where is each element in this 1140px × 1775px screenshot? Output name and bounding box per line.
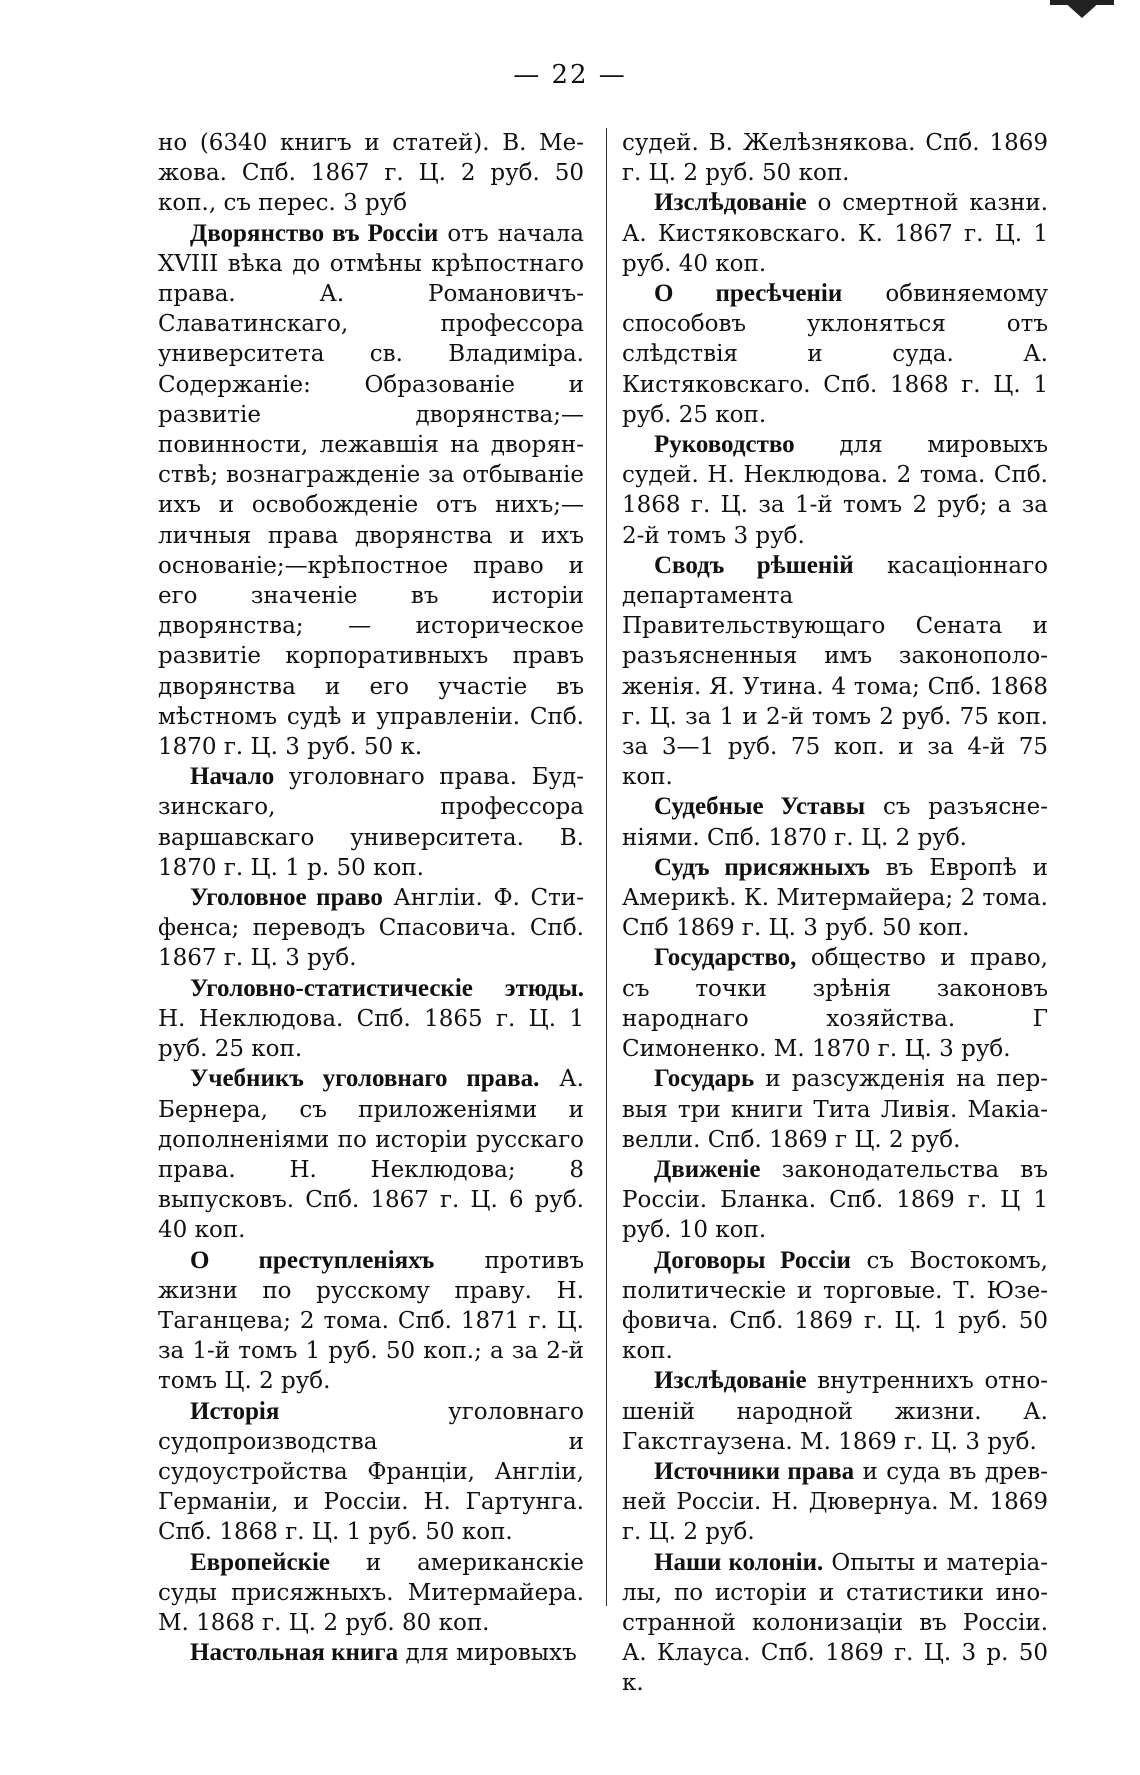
- entry-heading: Государь: [654, 1065, 755, 1093]
- entry: [158, 219, 584, 763]
- entry: [622, 1366, 1048, 1457]
- entry: [622, 551, 1048, 793]
- right-column: [622, 128, 1048, 1699]
- entry: [158, 1064, 584, 1245]
- entry-heading: Европейскіе: [190, 1548, 331, 1576]
- entry-heading: Руководство: [654, 431, 795, 459]
- entry: [158, 1397, 584, 1548]
- entry-text: съ Востокомъ, политическіе и торговые. Т. Юзефовича. Спб. 1869 г. Ц. 1 руб. 50 коп.: [622, 1247, 1048, 1365]
- entry: [158, 1246, 584, 1397]
- entry-heading: О пресѣченіи: [654, 280, 843, 308]
- entry-heading: Начало: [190, 763, 275, 791]
- entry: [622, 1064, 1048, 1155]
- entry-text: о смертной казни. А. Кистяковскаго. К. 1867 г. Ц. 1 руб. 40 коп.: [622, 190, 1048, 277]
- entry-text: Н. Неклюдова. Спб. 1865 г. Ц. 1 руб. 25 коп.: [158, 1005, 584, 1063]
- entry-text: уголовнаго судопроизводства и судоустройства Франціи, Англіи, Германіи, и Россіи. Н. Гартунга. Спб. 1868 г. Ц. 1 руб. 50 коп.: [158, 1398, 584, 1546]
- entry: [622, 188, 1048, 279]
- entry: [158, 762, 584, 883]
- entry: [622, 1548, 1048, 1699]
- entry: [622, 792, 1048, 852]
- entry-heading: Изслѣдованіе: [654, 189, 807, 217]
- entry-text: касаціоннаго департамента Правительствующаго Сената и разъясненныя имъ законоположенія. Я. Утина. 4 тома; Спб. 1868 г. Ц. за 1 и 2-й томъ 2 руб. 75 коп. за 3—1 руб. 75 коп. и за 4-й 75 коп.: [622, 552, 1048, 791]
- entry-text: и суда въ древней Россіи. Н. Дювернуа. М. 1869 г. Ц. 2 руб.: [622, 1458, 1049, 1546]
- entry-heading: Наши колоніи.: [654, 1548, 824, 1576]
- entry-text: Англіи. Ф. Стифенса; переводъ Спасовича. Спб. 1867 г. Ц. 3 руб.: [158, 885, 584, 972]
- entry-text: для мировыхъ: [398, 1640, 577, 1667]
- entry: [622, 128, 1048, 188]
- entry: [622, 943, 1048, 1064]
- entry: [622, 430, 1048, 551]
- entry-heading: Уголовное право: [190, 884, 383, 912]
- entry: [622, 1457, 1048, 1548]
- entry-heading: Судебные Уставы: [654, 793, 866, 821]
- entry-text: отъ начала XVIII вѣка до отмѣны крѣпостнаго права. А. Романовичъ-Славатинскаго, профессора университета св. Владиміра. Содержаніе: Образованіе и развитіе дворянства;— повинности, лежавшія на дворянствѣ; вознагражденіе за отбываніе ихъ и освобожденіе отъ нихъ;— личныя права дворянства и ихъ основаніе;—крѣпостное право и его значеніе въ исторіи дворянства; — историческое развитіе корпоративныхъ правъ дворянства и его участіе въ мѣстномъ судѣ и управленіи. Спб. 1870 г. Ц. 3 руб. 50 к.: [158, 220, 584, 761]
- entry-text: судей. В. Желѣзнякова. Спб. 1869 г. Ц. 2 руб. 50 коп.: [622, 130, 1048, 187]
- page-number: — 22 —: [513, 60, 627, 90]
- entry-text: общество и право, съ точки зрѣнія законовъ народнаго хозяйства. Г Симоненко. М. 1870 г. Ц. 3 руб.: [622, 945, 1048, 1063]
- entry: [158, 883, 584, 974]
- entry-heading: Государство,: [654, 944, 797, 972]
- entry-text: внутреннихъ отношеній народной жизни. А. Гакстгаузена. М. 1869 г. Ц. 3 руб.: [622, 1368, 1048, 1455]
- entry: [158, 1638, 584, 1668]
- entry-heading: Дворянство въ Россіи: [190, 219, 439, 247]
- entry-text: противъ жизни по русскому праву. Н. Таганцева; 2 тома. Спб. 1871 г. Ц. за 1-й томъ 1 руб. 50 коп.; а за 2-й томъ Ц. 2 руб.: [158, 1247, 584, 1395]
- column-divider: [606, 128, 607, 1606]
- entry-text: для мировыхъ судей. Н. Неклюдова. 2 тома. Спб. 1868 г. Ц. за 1-й томъ 2 руб; а за 2-й томъ 3 руб.: [622, 432, 1048, 549]
- entry-heading: Уголовно-статистическіе этюды.: [190, 974, 584, 1002]
- entry-text: обвиняемому способовъ уклоняться отъ слѣдствія и суда. А. Кистяковскаго. Спб. 1868 г. Ц. 1 руб. 25 коп.: [622, 281, 1048, 428]
- entry-heading: Учебникъ уголовнаго права.: [190, 1065, 540, 1093]
- entry-heading: Источники права: [654, 1457, 855, 1485]
- entry-heading: Исторія: [190, 1397, 280, 1425]
- entry-heading: Судъ присяжныхъ: [654, 853, 870, 881]
- entry-heading: О преступленіяхъ: [190, 1246, 435, 1274]
- entry-heading: Изслѣдованіе: [654, 1367, 807, 1395]
- entry-text: А. Бернера, съ приложеніями и дополненіями по исторіи русскаго права. Н. Неклюдова; 8 выпусковъ. Спб. 1867 г. Ц. 6 руб. 40 коп.: [158, 1066, 584, 1244]
- entry-heading: Настольная книга: [190, 1639, 399, 1667]
- entry-text: съ разъясненіями. Спб. 1870 г. Ц. 2 руб.: [622, 794, 1048, 851]
- entry-text: законодательства въ Россіи. Бланка. Спб. 1869 г. Ц 1 руб. 10 коп.: [622, 1156, 1048, 1244]
- entry: [622, 853, 1048, 944]
- entry: [158, 974, 584, 1065]
- entry-text: и разсужденія на первыя три книги Тита Ливія. Макіавелли. Спб. 1869 г Ц. 2 руб.: [622, 1066, 1048, 1153]
- entry: [622, 1246, 1048, 1367]
- entry-text: и американскіе суды присяжныхъ. Митермайера. М. 1868 г. Ц. 2 руб. 80 коп.: [158, 1549, 584, 1636]
- entry-text: уголовнаго права. Будзинскаго, профессора варшавскаго университета. В. 1870 г. Ц. 1 р. 50 коп.: [158, 764, 584, 881]
- entry-heading: Движеніе: [654, 1155, 761, 1183]
- entry: [158, 1548, 584, 1639]
- entry-heading: Сводъ рѣшеній: [654, 551, 854, 579]
- entry-text: но (6340 книгъ и статей). В. Межова. Спб. 1867 г. Ц. 2 руб. 50 коп., съ перес. 3 руб: [158, 130, 584, 217]
- left-column: [158, 128, 584, 1668]
- entry: [622, 1155, 1048, 1246]
- entry: [622, 279, 1048, 430]
- entry-text: Опыты и матеріалы, по исторіи и статистики иностранной колонизаціи въ Россіи. А. Клауса. Спб. 1869 г. Ц. 3 р. 50 к.: [622, 1549, 1049, 1697]
- entry: [158, 128, 584, 219]
- entry-text: въ Европѣ и Америкѣ. К. Митермайера; 2 тома. Спб 1869 г. Ц. 3 руб. 50 коп.: [622, 854, 1048, 942]
- corner-arrow-icon: [1062, 0, 1102, 18]
- entry-heading: Договоры Россіи: [654, 1246, 851, 1274]
